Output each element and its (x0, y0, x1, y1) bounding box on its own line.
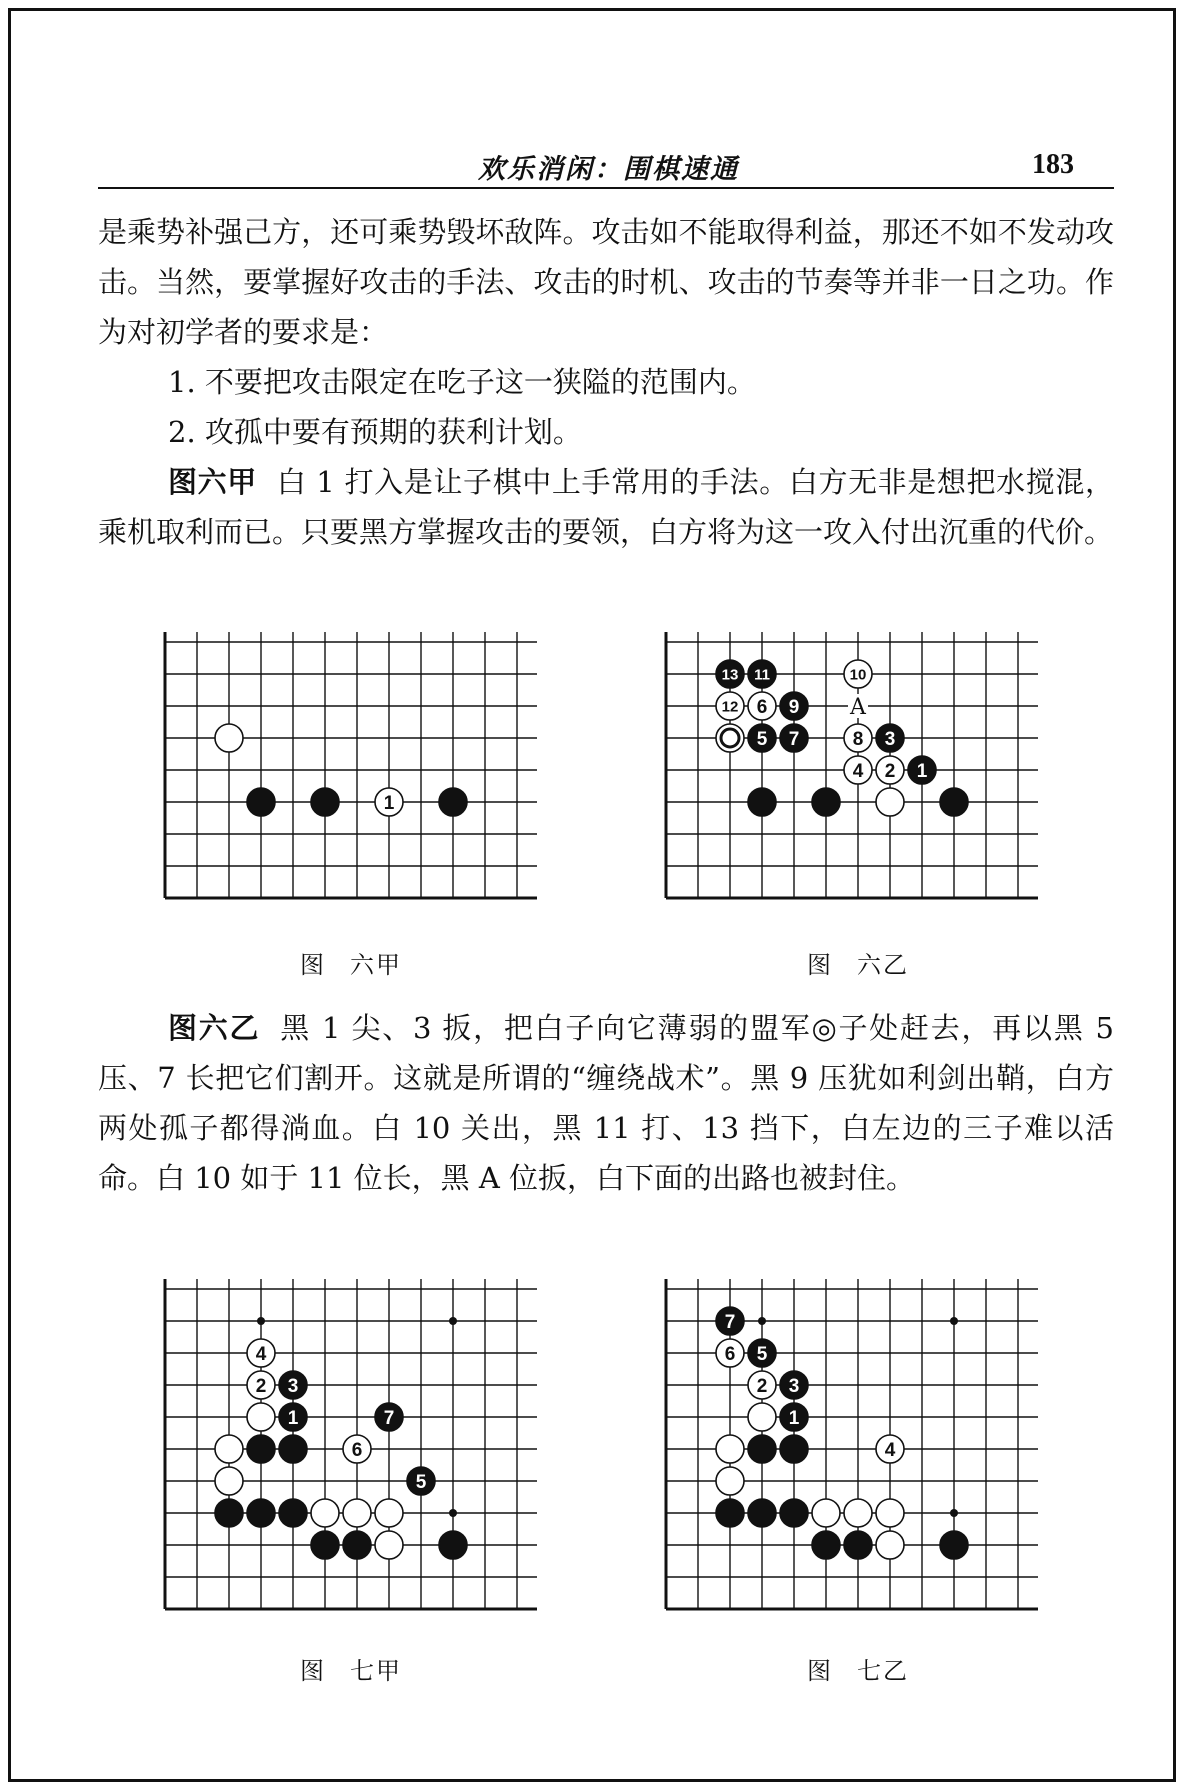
paragraph-1: 是乘势补强己方，还可乘势毁坏敌阵。攻击如不能取得利益，那还不如不发动攻击。当然，要掌握好攻击的手法、攻击的时机、攻击的节奏等并非一日之功。作为对初学者的要求是： (98, 215, 1114, 349)
black-stone (716, 1499, 744, 1527)
go-board-6b (656, 632, 1038, 916)
stone-move-number: 5 (756, 1343, 768, 1365)
list-item-1: 1. 不要把攻击限定在吃子这一狭隘的范围内。 (168, 365, 756, 399)
stone-move-number: 4 (852, 760, 864, 782)
caption-6b: 图 六乙 (807, 951, 909, 979)
white-stone (343, 1499, 371, 1527)
page-number: 183 (1032, 149, 1074, 180)
list-item-2: 2. 攻孤中要有预期的获利计划。 (168, 415, 582, 449)
black-stone (247, 1435, 275, 1463)
caption-7b: 图 七乙 (807, 1657, 909, 1685)
stone-move-number: 11 (754, 666, 770, 684)
white-stone (215, 1435, 243, 1463)
stone-move-number: 4 (884, 1439, 896, 1461)
paragraph-text: 白 1 打入是让子棋中上手常用的手法。白方无非是想把水搅混，乘机取利而已。只要黑方掌握攻击的要领，白方将为这一攻入付出沉重的代价。 (98, 465, 1114, 549)
paragraph-fig6b (98, 1003, 1114, 1203)
black-stone (844, 1531, 872, 1559)
black-stone (748, 788, 776, 816)
board-grid (165, 632, 537, 898)
figure-label: 图六乙 (168, 1011, 261, 1045)
black-stone (940, 788, 968, 816)
caption-6a: 图 六甲 (300, 951, 402, 979)
book-title: 欢乐消闲：围棋速通 (478, 154, 739, 185)
white-stone (247, 1403, 275, 1431)
stone-move-number: 3 (287, 1375, 299, 1397)
stone-move-number: 7 (724, 1311, 736, 1333)
black-stone (311, 788, 339, 816)
running-header (98, 143, 1114, 189)
caption-7a: 图 七甲 (300, 1657, 402, 1685)
paragraph-fig6a (98, 457, 1114, 557)
white-stone (876, 1531, 904, 1559)
star-point (449, 1509, 457, 1517)
black-stone (439, 788, 467, 816)
white-stone (876, 1499, 904, 1527)
stone-move-number: 1 (788, 1407, 800, 1429)
white-stone (716, 1435, 744, 1463)
go-board-7a (155, 1279, 537, 1619)
black-stone (215, 1499, 243, 1527)
go-diagram-7b (656, 1279, 1038, 1619)
black-stone (279, 1499, 307, 1527)
black-stone (812, 1531, 840, 1559)
white-stone (215, 724, 243, 752)
stone-move-number: 12 (721, 698, 739, 716)
stone-move-number: 4 (255, 1343, 267, 1365)
star-point (257, 1317, 265, 1325)
book-page (8, 8, 1176, 1782)
stone-move-number: 3 (884, 728, 896, 750)
black-stone (780, 1499, 808, 1527)
stone-move-number: 2 (884, 760, 896, 782)
go-board-6a (155, 632, 537, 916)
go-diagram-7a (155, 1279, 537, 1619)
stone-move-number: 2 (756, 1375, 768, 1397)
stone-move-number: 6 (351, 1439, 363, 1461)
stone-move-number: 3 (788, 1375, 800, 1397)
black-stone (343, 1531, 371, 1559)
stone-move-number: 1 (916, 760, 928, 782)
black-stone (247, 1499, 275, 1527)
white-stone (876, 788, 904, 816)
stone-move-number: 13 (721, 666, 739, 684)
stone-move-number: 1 (287, 1407, 299, 1429)
stone-move-number: 7 (383, 1407, 395, 1429)
black-stone (279, 1435, 307, 1463)
star-point (950, 1317, 958, 1325)
stone-move-number: 7 (788, 728, 800, 750)
star-point (758, 1317, 766, 1325)
white-stone (375, 1499, 403, 1527)
white-stone (215, 1467, 243, 1495)
stone-move-number: 5 (756, 728, 768, 750)
white-stone (748, 1403, 776, 1431)
go-diagram-6a (155, 632, 537, 916)
stone-move-number: 5 (415, 1471, 427, 1493)
black-stone (748, 1499, 776, 1527)
white-stone (812, 1499, 840, 1527)
star-point (449, 1317, 457, 1325)
stone-move-number: 9 (788, 696, 800, 718)
star-point (950, 1509, 958, 1517)
black-stone (748, 1435, 776, 1463)
white-stone (716, 1467, 744, 1495)
black-stone (780, 1435, 808, 1463)
board-mark-label: A (850, 695, 866, 720)
white-stone (375, 1531, 403, 1559)
stone-move-number: 6 (756, 696, 768, 718)
stone-move-number: 8 (852, 728, 864, 750)
black-stone (439, 1531, 467, 1559)
white-stone (311, 1499, 339, 1527)
go-diagram-6b (656, 632, 1038, 916)
black-stone (247, 788, 275, 816)
black-stone (812, 788, 840, 816)
stone-move-number: 2 (255, 1375, 267, 1397)
stone-move-number: 10 (849, 666, 867, 684)
white-stone (844, 1499, 872, 1527)
paragraph-text: 黑 1 尖、3 扳，把白子向它薄弱的盟军◎子处赶去，再以黑 5 压、7 长把它们割开。这就是所谓的“缠绕战术”。黑 9 压犹如利剑出鞘，白方两处孤子都得淌血。白 10 关出，黑 11 打、13 挡下，白左边的三子难以活命。白 10 如于 11 位长，黑 A 位扳，白下面的出路也被封住。 (98, 1011, 1114, 1195)
black-stone (940, 1531, 968, 1559)
stone-move-number: 6 (724, 1343, 736, 1365)
black-stone (311, 1531, 339, 1559)
stone-move-number: 1 (383, 792, 395, 814)
go-board-7b (656, 1279, 1038, 1619)
figure-label: 图六甲 (168, 465, 257, 499)
